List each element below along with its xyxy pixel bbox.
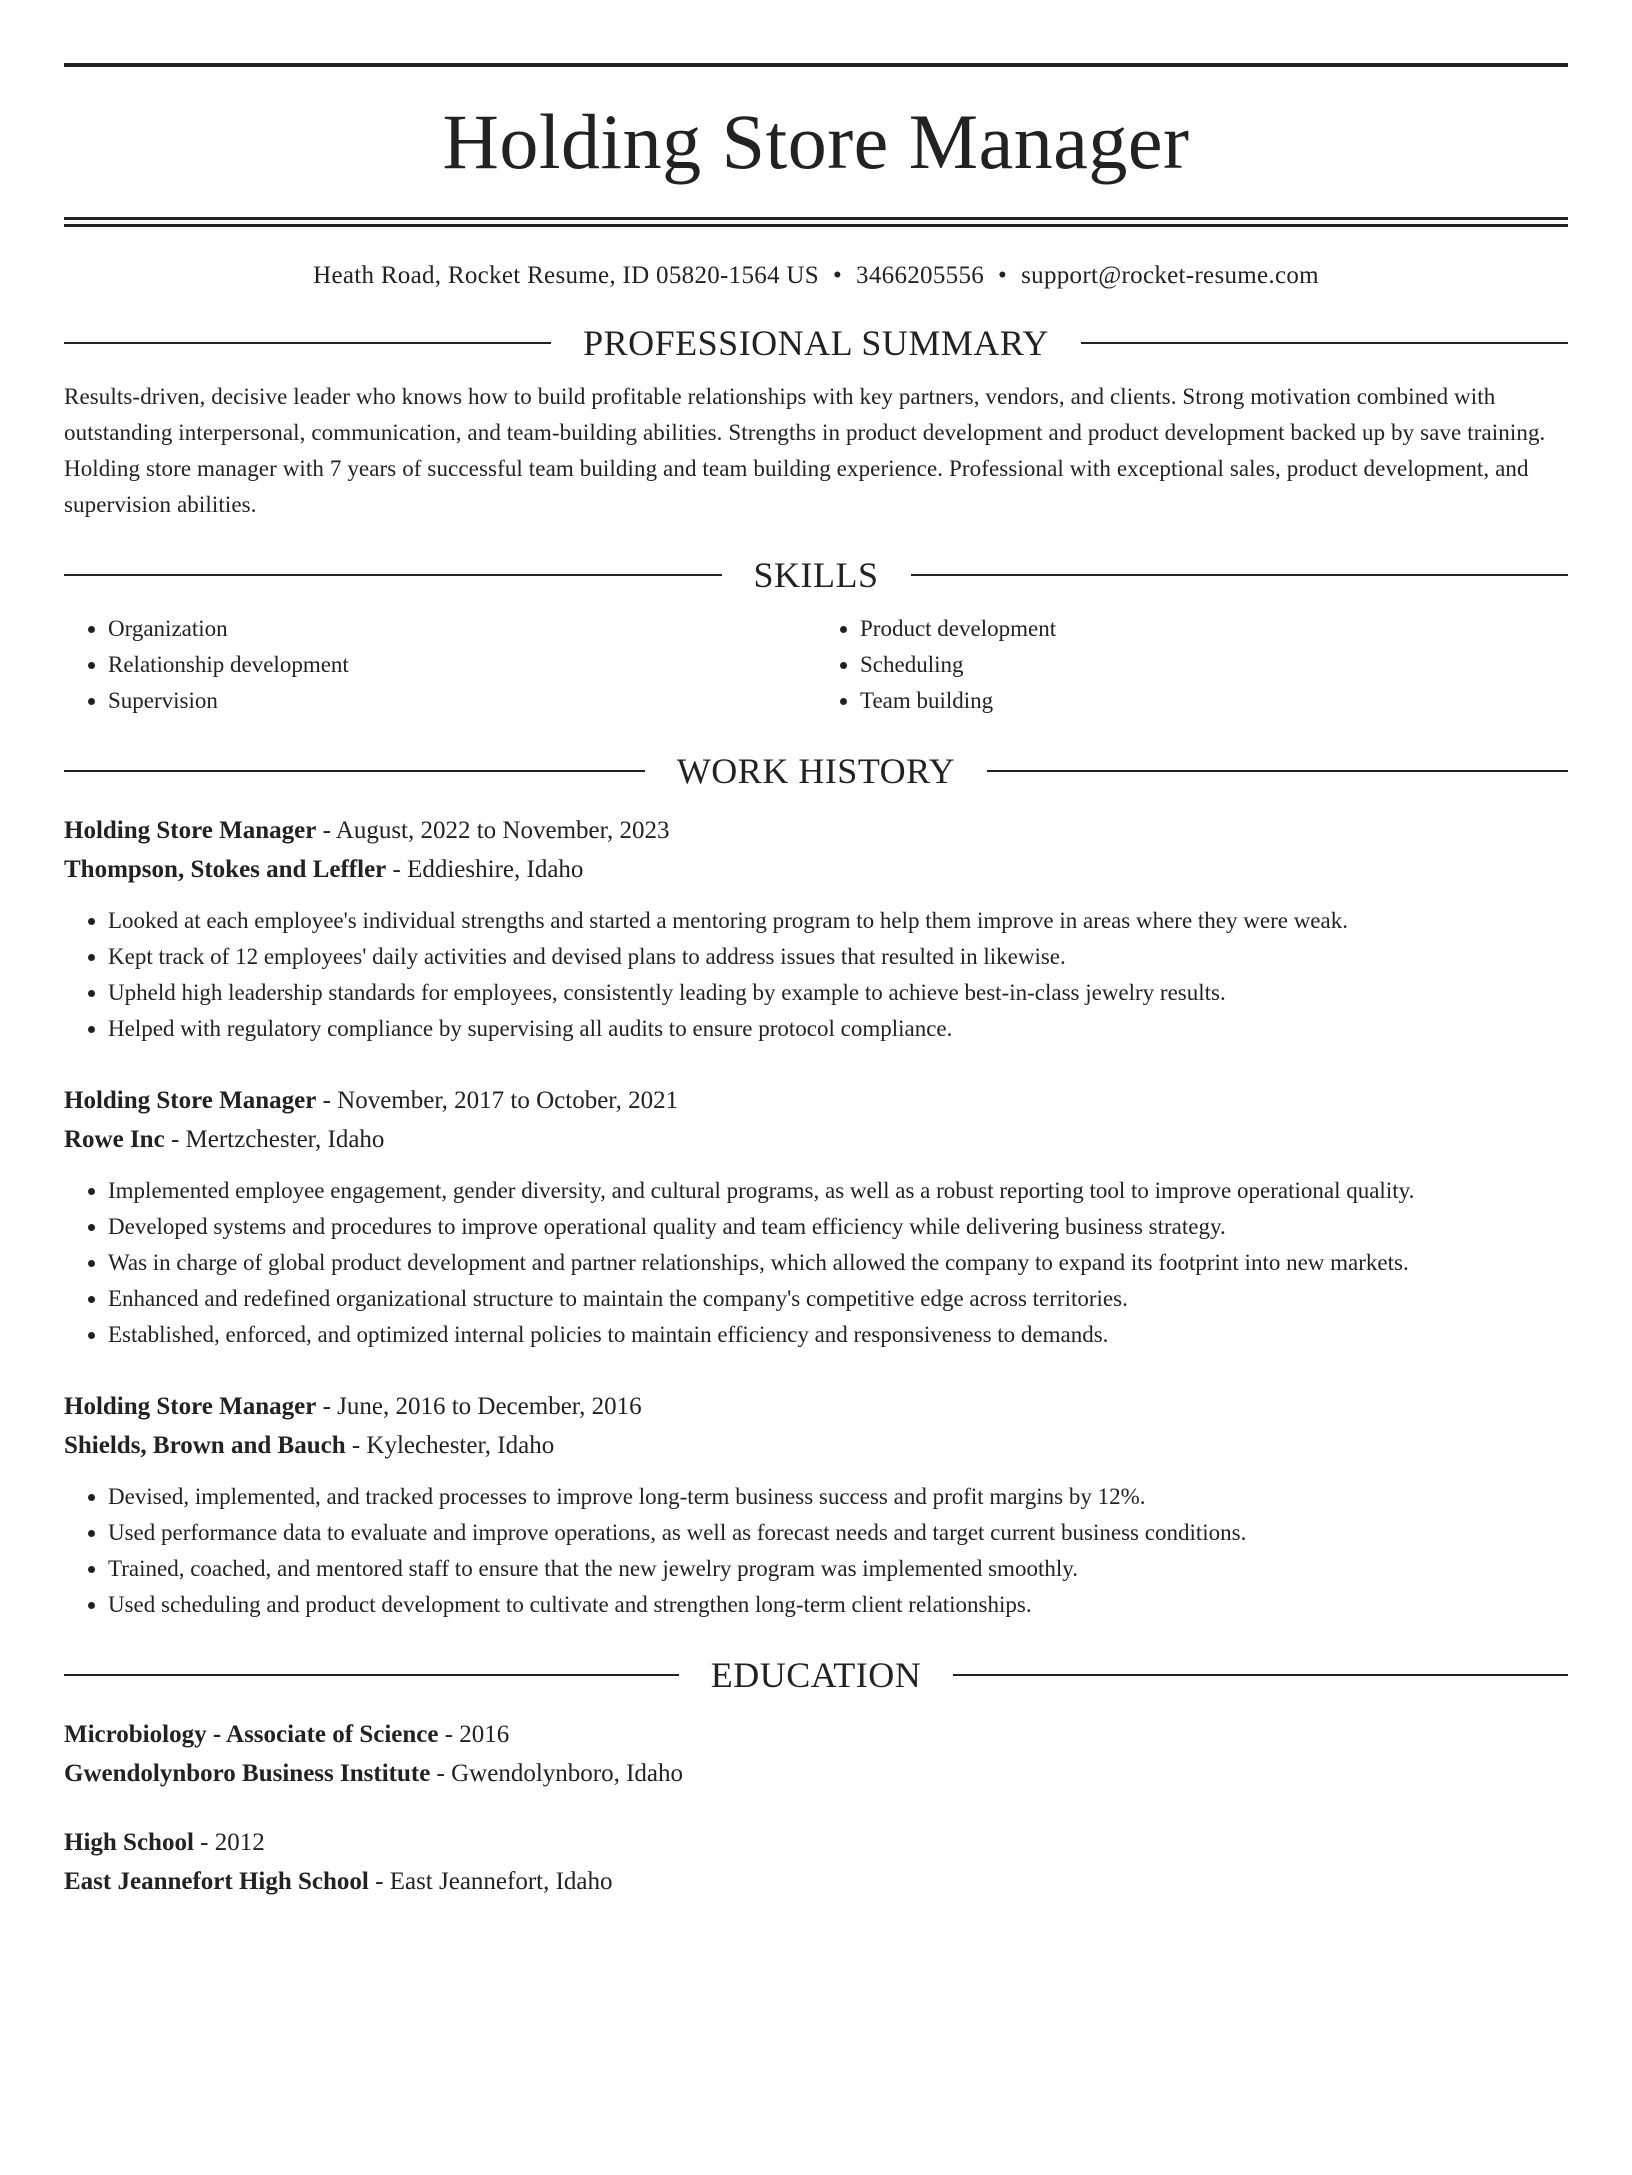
skill-item: • Relationship development xyxy=(108,647,816,683)
job-company: Shields, Brown and Bauch xyxy=(64,1432,346,1459)
section-title: SKILLS xyxy=(753,555,879,595)
job-bullet: • Used performance data to evaluate and improve operations, as well as forecast needs and target current business conditions. xyxy=(108,1515,1568,1551)
job-bullet: • Kept track of 12 employees' daily activities and devised plans to address issues that resulted in likewise. xyxy=(108,939,1568,975)
job-bullet: • Upheld high leadership standards for employees, consistently leading by example to achieve best-in-class jewelry results. xyxy=(108,975,1568,1011)
header-top-rule xyxy=(64,63,1568,67)
job-company: Thompson, Stokes and Leffler xyxy=(64,856,387,883)
section-heading-skills xyxy=(64,553,1568,597)
education-school: East Jeannefort High School xyxy=(64,1868,369,1895)
heading-rule-left xyxy=(64,574,722,576)
education-degree: Microbiology - Associate of Science xyxy=(64,1721,439,1748)
job-bullet: • Used scheduling and product development to cultivate and strengthen long-term client relationships. xyxy=(108,1587,1568,1623)
skill-item: • Team building xyxy=(860,683,1568,719)
job-bullet: • Enhanced and redefined organizational structure to maintain the company's competitive edge across territories. xyxy=(108,1281,1568,1317)
job-title: Holding Store Manager xyxy=(64,817,317,844)
job-entry xyxy=(64,1387,1568,1623)
job-location: - Kylechester, Idaho xyxy=(345,1432,555,1459)
job-bullet: • Devised, implemented, and tracked processes to improve long-term business success and profit margins by 12%. xyxy=(108,1479,1568,1515)
heading-rule-left xyxy=(64,1674,679,1676)
education-degree-line xyxy=(64,1715,1568,1754)
heading-rule-left xyxy=(64,770,645,772)
job-bullet: • Looked at each employee's individual strengths and started a mentoring program to help them improve in areas where they were weak. xyxy=(108,903,1568,939)
heading-rule-left xyxy=(64,342,551,344)
section-heading-education xyxy=(64,1653,1568,1697)
heading-rule-right xyxy=(953,1674,1568,1676)
skill-item: • Organization xyxy=(108,611,816,647)
education-year: - 2016 xyxy=(438,1721,510,1748)
skill-item: • Product development xyxy=(860,611,1568,647)
job-company-line xyxy=(64,1120,1568,1159)
job-entry xyxy=(64,1081,1568,1353)
heading-rule-right xyxy=(1081,342,1568,344)
section-heading-work-history xyxy=(64,749,1568,793)
candidate-name: Holding Store Manager xyxy=(442,98,1190,185)
job-bullet: • Established, enforced, and optimized internal policies to maintain efficiency and responsiveness to demands. xyxy=(108,1317,1568,1353)
job-bullets xyxy=(64,1479,1568,1623)
job-bullets xyxy=(64,903,1568,1047)
heading-rule-right xyxy=(987,770,1568,772)
skill-item: • Supervision xyxy=(108,683,816,719)
summary-text: Results-driven, decisive leader who knows how to build profitable relationships with key partners, vendors, and clients. Strong motivation combined with outstanding interpersonal, communication, and team-building abilities. Strengths in product development and product development backed up by save training. Holding store manager with 7 years of successful team building and team building experience. Professional with exceptional sales, product development, and supervision abilities. xyxy=(64,384,1546,517)
job-title: Holding Store Manager xyxy=(64,1087,317,1114)
job-dates: - August, 2022 to November, 2023 xyxy=(316,817,670,844)
job-title-line xyxy=(64,1387,1568,1426)
education-year: - 2012 xyxy=(193,1829,265,1856)
job-entry xyxy=(64,811,1568,1047)
section-title: EDUCATION xyxy=(710,1655,922,1695)
job-bullet: • Developed systems and procedures to improve operational quality and team efficiency while delivering business strategy. xyxy=(108,1209,1568,1245)
education-location: - Gwendolynboro, Idaho xyxy=(430,1760,684,1787)
skills-column-left xyxy=(64,611,816,719)
section-title: WORK HISTORY xyxy=(676,751,956,791)
education-location: - East Jeannefort, Idaho xyxy=(368,1868,613,1895)
job-bullet: • Trained, coached, and mentored staff to ensure that the new jewelry program was implemented smoothly. xyxy=(108,1551,1568,1587)
contact-separator: • xyxy=(832,262,843,289)
education-school-line xyxy=(64,1862,1568,1901)
contact-phone: 3466205556 xyxy=(856,262,985,289)
education-degree: High School xyxy=(64,1829,194,1856)
job-company-line xyxy=(64,1426,1568,1465)
skills-column-right xyxy=(816,611,1568,719)
education-entry xyxy=(64,1823,1568,1901)
education-degree-line xyxy=(64,1823,1568,1862)
job-location: - Eddieshire, Idaho xyxy=(386,856,584,883)
contact-line xyxy=(64,261,1568,291)
job-dates: - June, 2016 to December, 2016 xyxy=(316,1393,642,1420)
job-title-line xyxy=(64,1081,1568,1120)
job-bullets xyxy=(64,1173,1568,1353)
heading-rule-right xyxy=(911,574,1569,576)
job-bullet: • Was in charge of global product development and partner relationships, which allowed the company to expand its footprint into new markets. xyxy=(108,1245,1568,1281)
job-location: - Mertzchester, Idaho xyxy=(164,1126,385,1153)
job-bullet: • Helped with regulatory compliance by supervising all audits to ensure protocol compliance. xyxy=(108,1011,1568,1047)
skill-item: • Scheduling xyxy=(860,647,1568,683)
contact-separator: • xyxy=(998,262,1008,289)
resume-page xyxy=(0,63,1632,2175)
job-company: Rowe Inc xyxy=(64,1126,165,1153)
education-entry xyxy=(64,1715,1568,1793)
job-company-line xyxy=(64,850,1568,889)
contact-email: support@rocket-resume.com xyxy=(1021,262,1319,289)
job-bullet: • Implemented employee engagement, gender diversity, and cultural programs, as well as a robust reporting tool to improve operational quality. xyxy=(108,1173,1568,1209)
section-heading-summary xyxy=(64,321,1568,365)
education-school-line xyxy=(64,1754,1568,1793)
education-school: Gwendolynboro Business Institute xyxy=(64,1760,431,1787)
job-title: Holding Store Manager xyxy=(64,1393,317,1420)
contact-address: Heath Road, Rocket Resume, ID 05820-1564 US xyxy=(313,262,819,289)
header-double-rule xyxy=(64,217,1568,227)
job-title-line xyxy=(64,811,1568,850)
section-title: PROFESSIONAL SUMMARY xyxy=(583,323,1049,363)
job-dates: - November, 2017 to October, 2021 xyxy=(316,1087,679,1114)
skills-list xyxy=(64,611,1568,719)
